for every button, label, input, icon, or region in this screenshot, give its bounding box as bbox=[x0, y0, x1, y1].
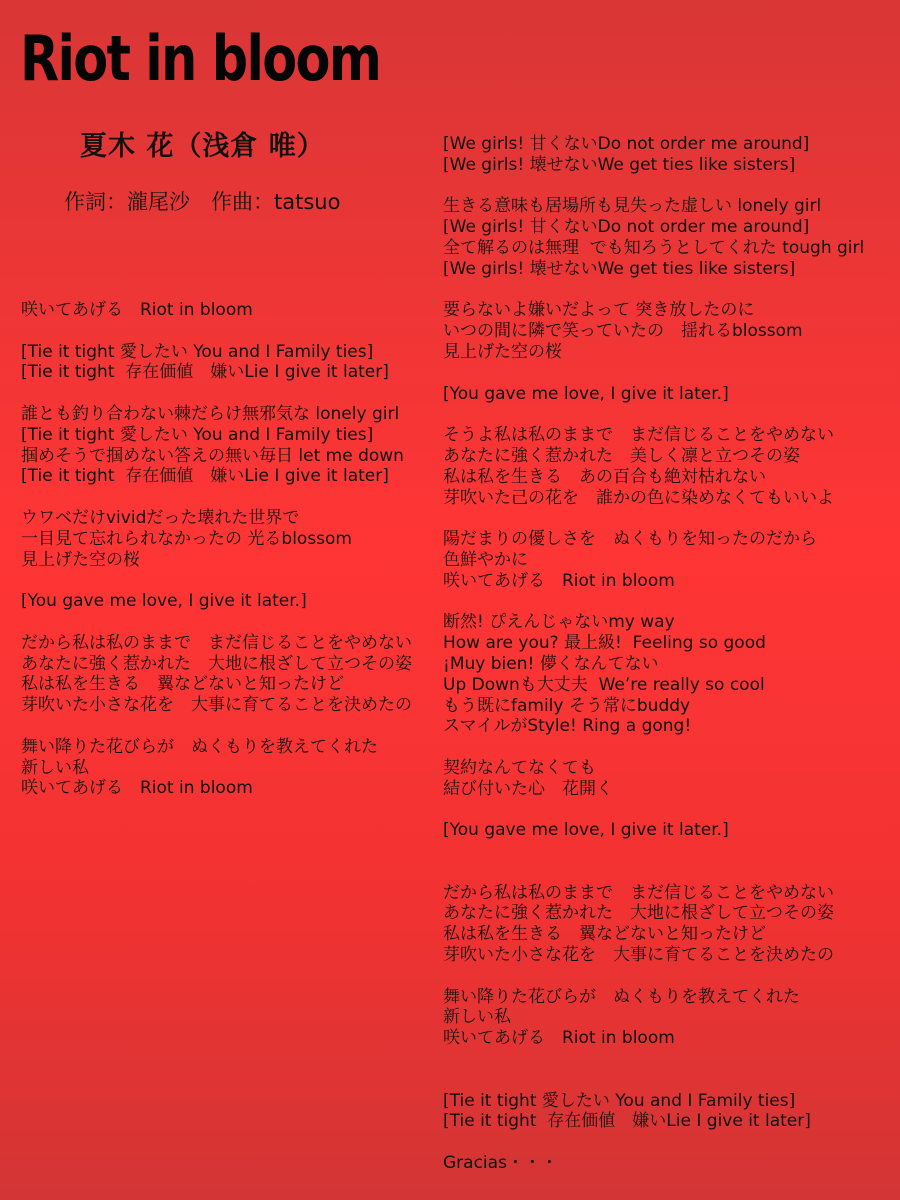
lyric-line bbox=[21, 383, 412, 404]
lyric-line bbox=[443, 966, 864, 987]
lyric-line: だから私は私のままで まだ信じることをやめない bbox=[443, 882, 834, 903]
lyric-line: 見上げた空の桜 bbox=[21, 549, 140, 570]
lyric-line: 私は私を生きる あの百合も絶対枯れない bbox=[443, 466, 766, 487]
lyric-line bbox=[443, 592, 864, 613]
lyric-line: もう既にfamily そう常にbuddy bbox=[443, 695, 691, 716]
lyric-line bbox=[21, 487, 412, 508]
lyric-line: 契約なんてなくても bbox=[443, 757, 596, 778]
lyric-line bbox=[21, 612, 412, 633]
lyric-line: 咲いてあげる Riot in bloom bbox=[443, 570, 675, 591]
song-credits: 作詞：瀧尾沙 作曲：tatsuo bbox=[64, 190, 341, 214]
lyric-line: 断然! ぴえんじゃないmy way bbox=[443, 612, 675, 633]
song-title: Riot in bloom bbox=[20, 22, 381, 95]
lyric-line: ウワベだけvividだった壊れた世界で bbox=[21, 507, 300, 528]
lyric-line: [Tie it tight 存在価値 嫌いLie I give it later] bbox=[21, 362, 389, 383]
lyric-line bbox=[443, 841, 864, 862]
lyric-line: あなたに強く惹かれた 大地に根ざして立つその姿 bbox=[443, 903, 834, 924]
lyric-line: [Tie it tight 愛したい You and I Family ties] bbox=[21, 424, 374, 445]
artist-name: 夏木 花（浅倉 唯） bbox=[80, 131, 325, 162]
lyric-line: Gracias・・・ bbox=[443, 1153, 558, 1174]
lyric-line bbox=[21, 321, 412, 342]
lyric-line: [You gave me love, I give it later.] bbox=[21, 591, 307, 612]
lyric-line: 咲いてあげる Riot in bloom bbox=[443, 1028, 675, 1049]
lyric-line: ¡Muy bien! 儚くなんてない bbox=[443, 653, 659, 674]
lyric-line: 陽だまりの優しさを ぬくもりを知ったのだから bbox=[443, 529, 817, 550]
lyric-line: だから私は私のままで まだ信じることをやめない bbox=[21, 632, 412, 653]
lyric-line: あなたに強く惹かれた 美しく凛と立つその姿 bbox=[443, 445, 800, 466]
lyric-line: 芽吹いた己の花を 誰かの色に染めなくてもいいよ bbox=[443, 487, 834, 508]
lyric-line bbox=[443, 1132, 864, 1153]
lyric-line: 結び付いた心 花開く bbox=[443, 778, 613, 799]
lyric-line: 舞い降りた花びらが ぬくもりを教えてくれた bbox=[21, 736, 378, 757]
lyric-line: 私は私を生きる 翼などないと知ったけど bbox=[21, 674, 344, 695]
lyric-line: [Tie it tight 愛したい You and I Family ties] bbox=[443, 1090, 796, 1111]
lyric-line bbox=[443, 176, 864, 197]
lyric-line: 見上げた空の桜 bbox=[443, 341, 562, 362]
lyric-line: [We girls! 甘くないDo not order me around] bbox=[443, 134, 810, 154]
lyric-line: 私は私を生きる 翼などないと知ったけど bbox=[443, 924, 766, 945]
lyric-line: 芽吹いた小さな花を 大事に育てることを決めたの bbox=[443, 945, 834, 966]
lyric-line: 咲いてあげる Riot in bloom bbox=[21, 300, 253, 320]
lyric-line: [We girls! 壊せないWe get ties like sisters] bbox=[443, 258, 796, 279]
lyric-line bbox=[443, 737, 864, 758]
lyric-line: スマイルがStyle! Ring a gong! bbox=[443, 716, 692, 737]
lyric-line: あなたに強く惹かれた 大地に根ざして立つその姿 bbox=[21, 653, 412, 674]
lyric-line: 芽吹いた小さな花を 大事に育てることを決めたの bbox=[21, 695, 412, 716]
lyric-line: How are you? 最上級! Feeling so good bbox=[443, 633, 766, 654]
lyric-line: Up Downも大丈夫 We’re really so cool bbox=[443, 674, 765, 695]
lyrics-left-column bbox=[21, 300, 412, 799]
lyric-line bbox=[443, 363, 864, 384]
lyric-line: [Tie it tight 愛したい You and I Family ties] bbox=[21, 341, 374, 362]
lyric-line bbox=[21, 570, 412, 591]
lyric-line bbox=[443, 1049, 864, 1070]
lyric-line: 誰とも釣り合わない棘だらけ無邪気な lonely girl bbox=[21, 403, 400, 424]
lyric-line bbox=[443, 508, 864, 529]
lyric-line: [We girls! 甘くないDo not order me around] bbox=[443, 217, 810, 238]
lyric-line: 掴めそうで掴めない答えの無い毎日 let me down bbox=[21, 445, 404, 466]
lyric-line: [You gave me love, I give it later.] bbox=[443, 820, 729, 841]
lyrics-right-column bbox=[443, 134, 864, 1174]
lyric-line: 咲いてあげる Riot in bloom bbox=[21, 778, 253, 799]
lyric-line bbox=[443, 1070, 864, 1091]
lyric-line bbox=[21, 716, 412, 737]
lyric-line: [Tie it tight 存在価値 嫌いLie I give it later] bbox=[21, 466, 389, 487]
lyric-line bbox=[443, 280, 864, 301]
lyric-line bbox=[443, 862, 864, 883]
lyric-line: 新しい私 bbox=[21, 757, 89, 778]
lyric-line: 一目見て忘れられなかったの 光るblossom bbox=[21, 528, 352, 549]
lyric-line: 全て解るのは無理 でも知ろうとしてくれた tough girl bbox=[443, 237, 865, 258]
lyric-line: 舞い降りた花びらが ぬくもりを教えてくれた bbox=[443, 986, 800, 1007]
lyric-line: 生きる意味も居場所も見失った虚しい lonely girl bbox=[443, 196, 822, 217]
lyric-line: 新しい私 bbox=[443, 1007, 511, 1028]
lyric-line: [You gave me love, I give it later.] bbox=[443, 383, 729, 404]
lyric-line: いつの間に隣で笑っていたの 揺れるblossom bbox=[443, 321, 803, 342]
lyric-line: 色鮮やかに bbox=[443, 549, 528, 570]
lyric-line: 要らないよ嫌いだよって 突き放したのに bbox=[443, 300, 755, 321]
lyric-line: そうよ私は私のままで まだ信じることをやめない bbox=[443, 425, 834, 446]
lyric-line bbox=[443, 800, 864, 821]
lyric-line bbox=[443, 404, 864, 425]
lyric-line: [Tie it tight 存在価値 嫌いLie I give it later] bbox=[443, 1111, 811, 1132]
lyric-line: [We girls! 壊せないWe get ties like sisters] bbox=[443, 154, 796, 175]
